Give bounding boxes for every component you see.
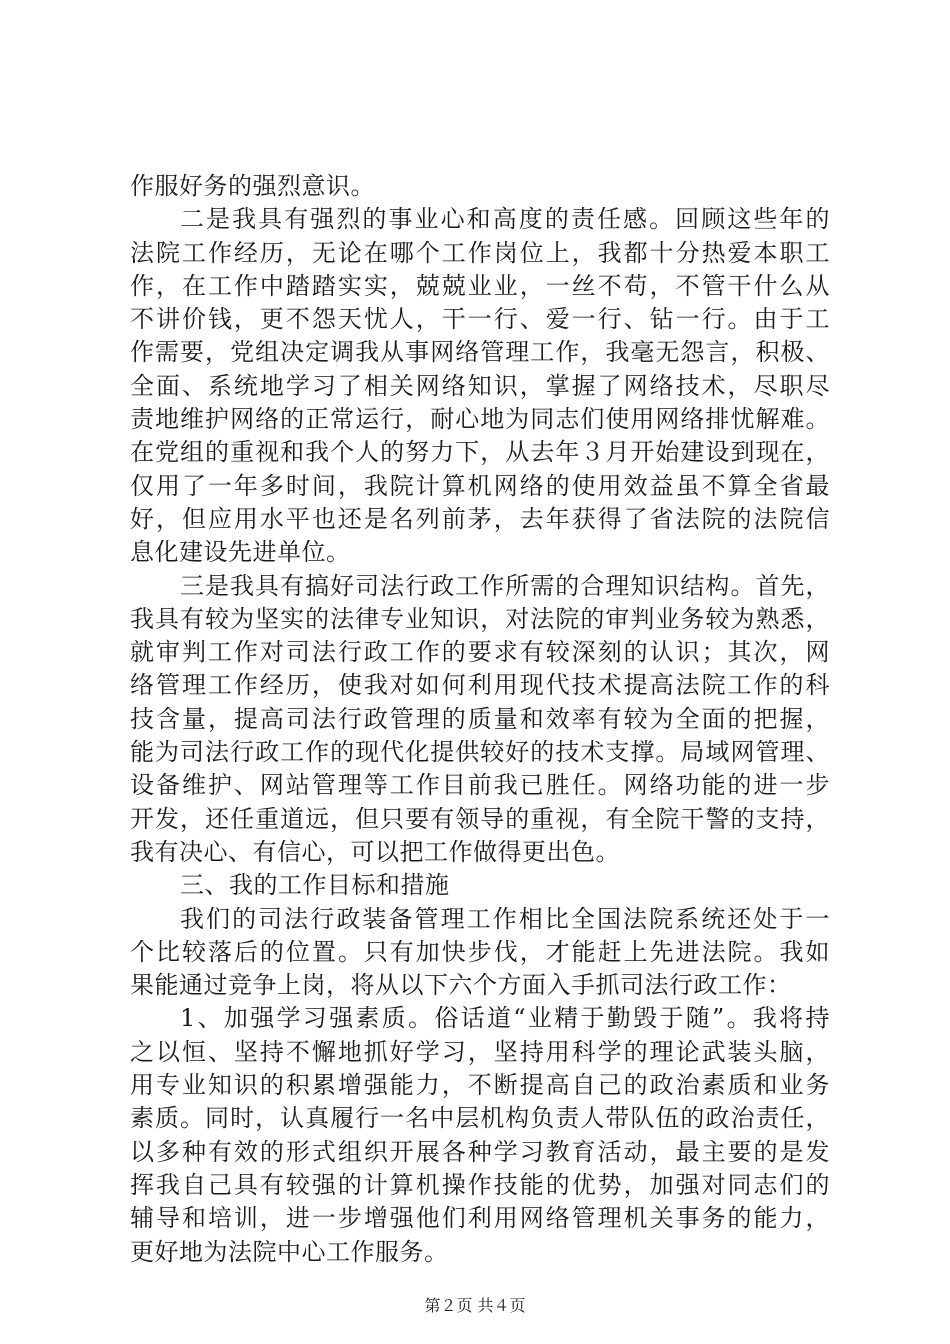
text-line: 技含量，提高司法行政管理的质量和效率有较为全面的把握， (130, 704, 830, 733)
paragraph-first-line: 三是我具有搞好司法行政工作所需的合理知识结构。首先， (180, 571, 830, 600)
text-line: 法院工作经历，无论在哪个工作岗位上，我都十分热爱本职工 (130, 238, 830, 267)
paragraph-first-line: 我们的司法行政装备管理工作相比全国法院系统还处于一 (180, 904, 830, 933)
text-line: 责地维护网络的正常运行，耐心地为同志们使用网络排忧解难。 (130, 405, 830, 434)
text-line: 辅导和培训，进一步增强他们利用网络管理机关事务的能力， (130, 1204, 830, 1233)
text-line: 素质。同时，认真履行一名中层机构负责人带队伍的政治责任， (130, 1104, 830, 1133)
text-line: 作服好务的强烈意识。 (130, 172, 375, 200)
text-line: 仅用了一年多时间，我院计算机网络的使用效益虽不算全省最 (130, 471, 830, 500)
text-line: 以多种有效的形式组织开展各种学习教育活动，最主要的是发 (130, 1137, 830, 1166)
text-line: 好，但应用水平也还是名列前茅，去年获得了省法院的法院信 (130, 504, 830, 533)
text-line: 用专业知识的积累增强能力，不断提高自己的政治素质和业务 (130, 1071, 830, 1100)
text-line: 果能通过竞争上岗，将从以下六个方面入手抓司法行政工作： (130, 971, 792, 1000)
text-line: 作，在工作中踏踏实实，兢兢业业，一丝不苟，不管干什么从 (130, 271, 830, 300)
text-line: 更好地为法院中心工作服务。 (130, 1237, 449, 1266)
text-line: 我具有较为坚实的法律专业知识，对法院的审判业务较为熟悉， (130, 604, 830, 633)
text-line: 作需要，党组决定调我从事网络管理工作，我毫无怨言，积极、 (130, 338, 830, 367)
text-line: 挥我自己具有较强的计算机操作技能的优势，加强对同志们的 (130, 1170, 830, 1199)
text-line: 就审判工作对司法行政工作的要求有较深刻的认识；其次，网 (130, 638, 830, 667)
text-line: 全面、系统地学习了相关网络知识，掌握了网络技术，尽职尽 (130, 371, 830, 400)
text-line: 息化建设先进单位。 (130, 538, 351, 567)
document-body (130, 170, 830, 1269)
text-line: 在党组的重视和我个人的努力下，从去年３月开始建设到现在， (130, 438, 830, 467)
section-heading: 三、我的工作目标和措施 (180, 871, 450, 900)
text-line: 我有决心、有信心，可以把工作做得更出色。 (130, 837, 620, 866)
text-line: 之以恒、坚持不懈地抓好学习，坚持用科学的理论武装头脑， (130, 1037, 830, 1066)
text-line: 能为司法行政工作的现代化提供较好的技术支撑。局域网管理、 (130, 738, 830, 767)
text-line: 个比较落后的位置。只有加快步伐，才能赶上先进法院。我如 (130, 937, 830, 966)
paragraph-first-line: 1、加强学习强素质。俗话道“业精于勤毁于随”。我将持 (180, 1004, 830, 1033)
text-line: 不讲价钱，更不怨天忧人，干一行、爱一行、钻一行。由于工 (130, 305, 830, 334)
text-line: 络管理工作经历，使我对如何利用现代技术提高法院工作的科 (130, 671, 830, 700)
page-footer: 第２页 共４页 (424, 1296, 526, 1315)
paragraph-first-line: 二是我具有强烈的事业心和高度的责任感。回顾这些年的 (180, 205, 830, 234)
text-line: 开发，还任重道远，但只要有领导的重视，有全院干警的支持， (130, 804, 830, 833)
text-line: 设备维护、网站管理等工作目前我已胜任。网络功能的进一步 (130, 771, 830, 800)
